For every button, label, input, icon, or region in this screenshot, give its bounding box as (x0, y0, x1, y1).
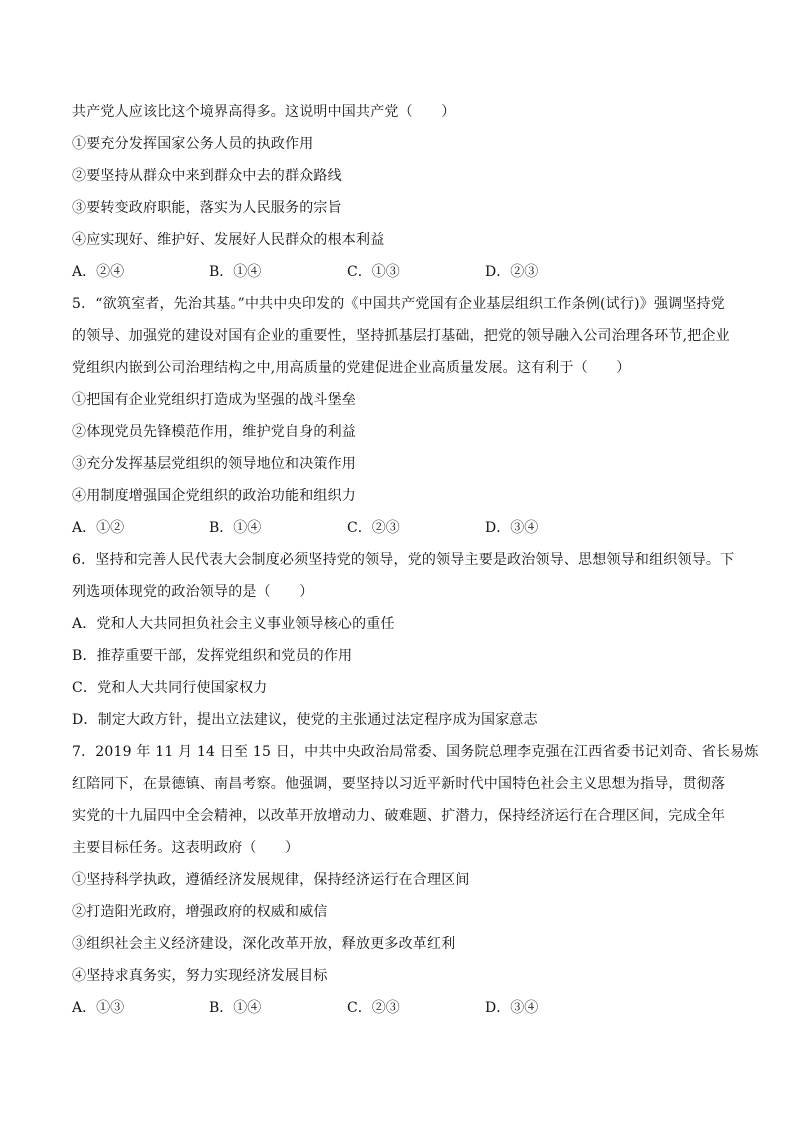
question-4-stem-tail: 共产党人应该比这个境界高得多。这说明中国共产党（ ） (72, 104, 456, 120)
question-5-stem-line-3: 党组织内嵌到公司治理结构之中,用高质量的党建促进企业高质量发展。这有利于（ ） (72, 360, 631, 376)
question-6-option-c: C．党和人大共同行使国家权力 (72, 680, 268, 696)
question-4-statement-4: ④应实现好、维护好、发展好人民群众的根本利益 (72, 232, 385, 248)
option-c: C．②③ (347, 1000, 400, 1016)
option-b: B．①④ (209, 264, 262, 280)
question-4-statement-1: ①要充分发挥国家公务人员的执政作用 (72, 136, 314, 152)
option-b: B．①④ (209, 1000, 262, 1016)
option-c: C．①③ (347, 264, 400, 280)
question-5-stem-line-1: 5．“欲筑室者，先治其基。”中共中央印发的《中国共产党国有企业基层组织工作条例(试行)》强调坚持党 (72, 296, 725, 312)
option-b: B．①④ (209, 520, 262, 536)
question-6-option-a: A．党和人大共同担负社会主义事业领导核心的重任 (72, 616, 395, 632)
option-c: C．②③ (347, 520, 400, 536)
option-a: A．②④ (72, 264, 125, 280)
question-7-options (72, 998, 732, 1018)
option-d: D．②③ (485, 264, 539, 280)
question-5-statement-1: ①把国有企业党组织打造成为坚强的战斗堡垒 (72, 392, 356, 408)
question-4-statement-2: ②要坚持从群众中来到群众中去的群众路线 (72, 168, 342, 184)
question-5-statement-3: ③充分发挥基层党组织的领导地位和决策作用 (72, 456, 356, 472)
option-d: D．③④ (485, 1000, 539, 1016)
question-7-statement-3: ③组织社会主义经济建设，深化改革开放，释放更多改革红利 (72, 936, 456, 952)
question-5-stem-line-2: 的领导、加强党的建设对国有企业的重要性，坚持抓基层打基础，把党的领导融入公司治理各环节,把企业 (72, 328, 730, 344)
question-6-stem-line-2: 列选项体现党的政治领导的是（ ） (72, 584, 314, 600)
question-7-statement-4: ④坚持求真务实，努力实现经济发展目标 (72, 968, 328, 984)
question-7-stem-line-1: 7．2019 年 11 月 14 日至 15 日，中共中央政治局常委、国务院总理李克强在江西省委书记刘奇、省长易炼 (72, 744, 759, 760)
question-6-stem-line-1: 6．坚持和完善人民代表大会制度必须坚持党的领导，党的领导主要是政治领导、思想领导和组织领导。下 (72, 552, 735, 568)
question-4-statement-3: ③要转变政府职能，落实为人民服务的宗旨 (72, 200, 342, 216)
question-6-option-d: D．制定大政方针，提出立法建议，使党的主张通过法定程序成为国家意志 (72, 712, 538, 728)
question-7-stem-line-3: 实党的十九届四中全会精神，以改革开放增动力、破难题、扩潜力，保持经济运行在合理区间，完成全年 (72, 808, 726, 824)
option-a: A．①② (72, 520, 125, 536)
option-d: D．③④ (485, 520, 539, 536)
option-a: A．①③ (72, 1000, 125, 1016)
question-7-stem-line-4: 主要目标任务。这表明政府（ ） (72, 840, 300, 856)
question-5-statement-4: ④用制度增强国企党组织的政治功能和组织力 (72, 488, 356, 504)
question-5-options (72, 518, 732, 538)
question-5-statement-2: ②体现党员先锋模范作用，维护党自身的利益 (72, 424, 356, 440)
question-7-statement-2: ②打造阳光政府，增强政府的权威和威信 (72, 904, 328, 920)
question-4-options (72, 262, 732, 282)
question-6-option-b: B．推荐重要干部，发挥党组织和党员的作用 (72, 648, 353, 664)
question-7-stem-line-2: 红陪同下，在景德镇、南昌考察。他强调，要坚持以习近平新时代中国特色社会主义思想为指导，贯彻落 (72, 776, 726, 792)
question-7-statement-1: ①坚持科学执政，遵循经济发展规律，保持经济运行在合理区间 (72, 872, 470, 888)
